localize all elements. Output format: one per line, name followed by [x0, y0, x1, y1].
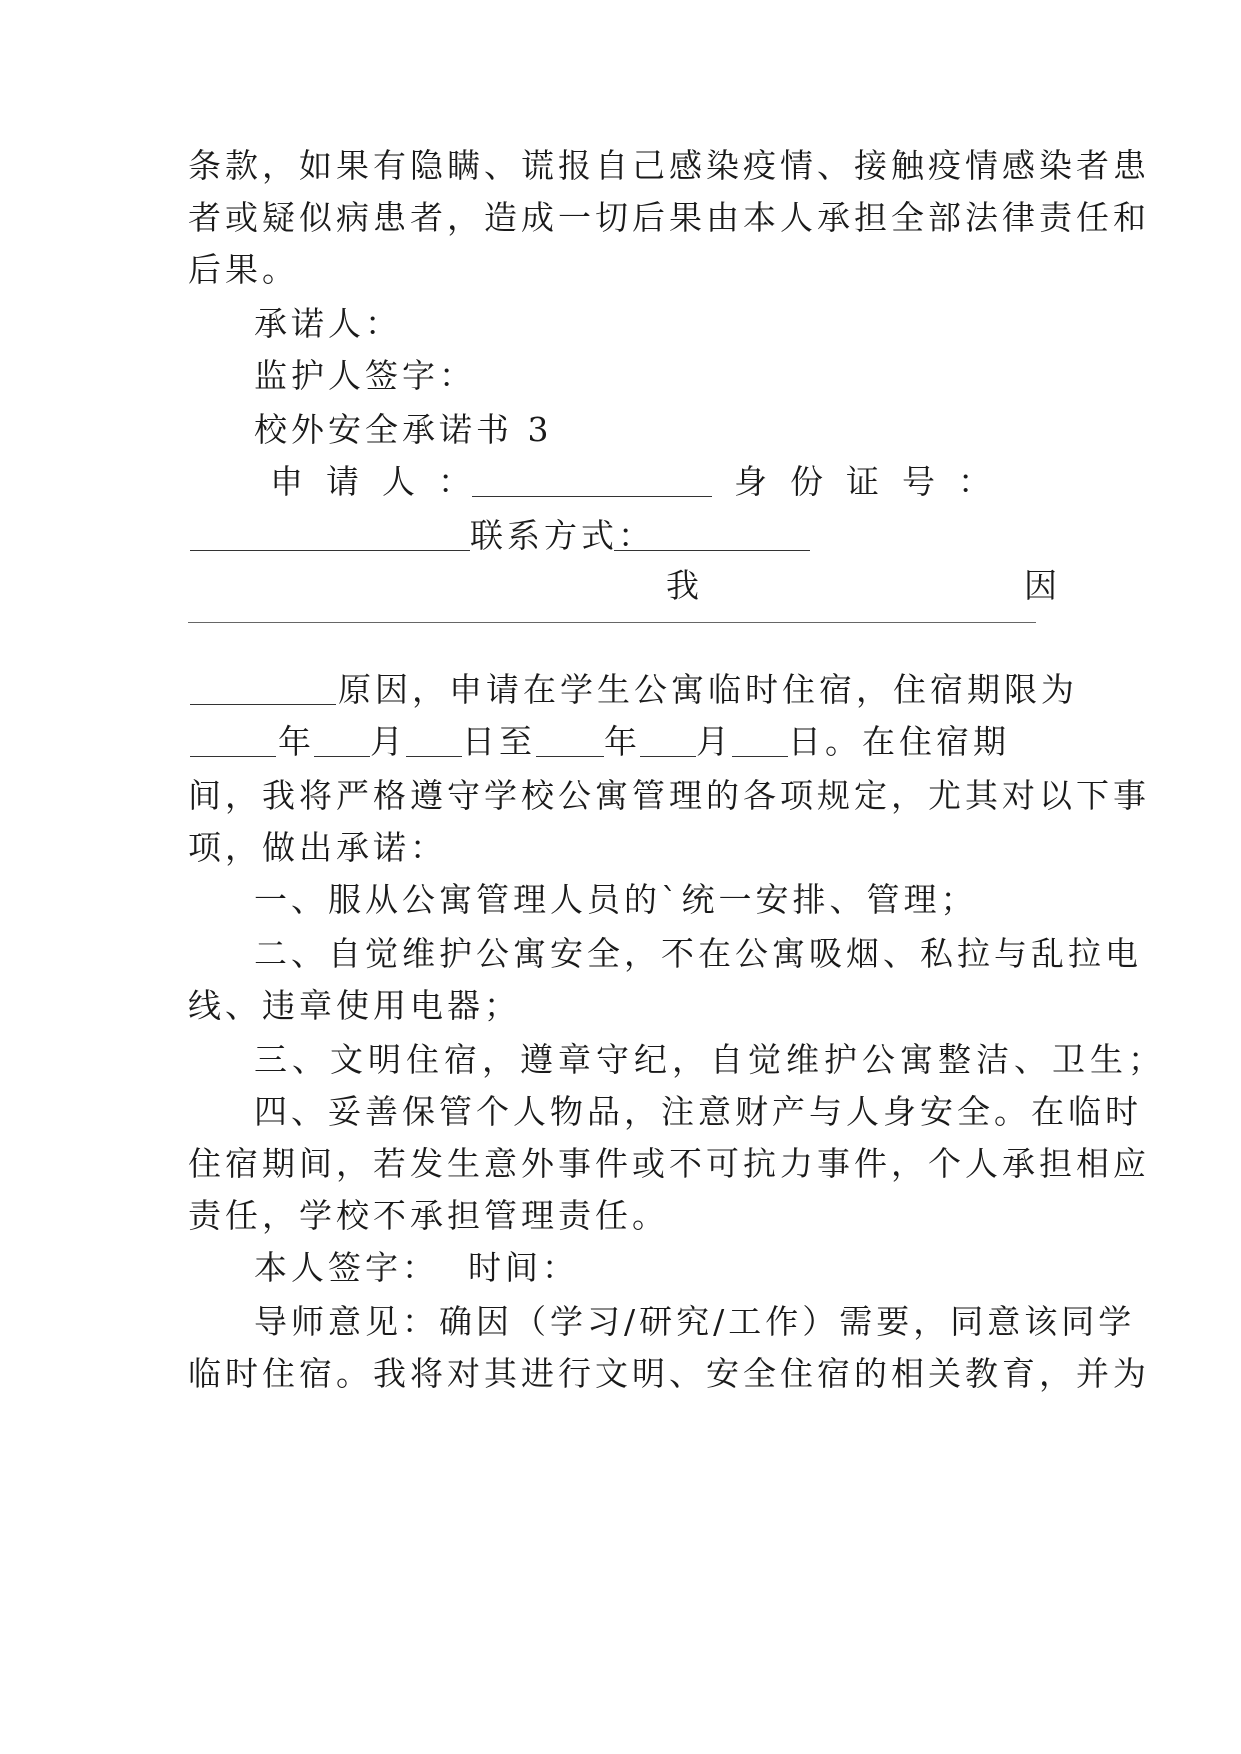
start-year-blank	[190, 728, 276, 757]
paragraph-line: 者或疑似病患者，造成一切后果由本人承担全部法律责任和	[188, 198, 1150, 237]
promise-item-4-cont: 住宿期间，若发生意外事件或不可抗力事件，个人承担相应	[188, 1144, 1150, 1183]
end-year-blank	[536, 728, 604, 757]
promise-item-2: 二、自觉维护公寓安全，不在公寓吸烟、私拉与乱拉电	[254, 934, 1142, 973]
reason-row	[188, 566, 1058, 606]
date-day-period: 日。在住宿期	[788, 722, 1010, 761]
signature-time-line: 本人签字： 时间：	[254, 1248, 579, 1287]
promise-item-4: 四、妥善保管个人物品，注意财产与人身安全。在临时	[254, 1092, 1142, 1131]
paragraph-line: 项，做出承诺：	[188, 828, 447, 867]
paragraph-line: 后果。	[188, 250, 299, 289]
paragraph-line: 间，我将严格遵守学校公寓管理的各项规定，尤其对以下事	[188, 776, 1150, 815]
promise-item-3: 三、文明住宿，遵章守纪，自觉维护公寓整洁、卫生；	[254, 1040, 1166, 1079]
date-month: 月	[696, 722, 729, 761]
advisor-opinion-line: 临时住宿。我将对其进行文明、安全住宿的相关教育，并为	[188, 1354, 1150, 1393]
applicant-row	[188, 462, 1058, 502]
date-year: 年	[278, 722, 311, 761]
start-day-blank	[406, 728, 462, 757]
guardian-signature-label: 监护人签字：	[254, 356, 476, 395]
applicant-label: 申请人：	[270, 462, 494, 501]
reason-text-row	[188, 670, 1078, 710]
document-page	[188, 0, 1166, 1754]
id-number-blank	[190, 522, 470, 551]
promise-item-4-cont: 责任，学校不承担管理责任。	[188, 1196, 669, 1235]
applicant-blank	[472, 468, 712, 497]
date-day-to: 日至	[462, 722, 536, 761]
date-row	[188, 722, 1058, 762]
paragraph-line: 条款，如果有隐瞒、谎报自己感染疫情、接触疫情感染者患	[188, 146, 1150, 185]
advisor-opinion-line: 导师意见：确因（学习/研究/工作）需要，同意该同学	[254, 1302, 1136, 1341]
id-number-label: 身份证号：	[734, 462, 1014, 501]
end-day-blank	[732, 728, 788, 757]
reason-blank-short	[190, 676, 336, 705]
date-year: 年	[604, 722, 637, 761]
contact-label: 联系方式：	[470, 516, 655, 555]
date-month: 月	[370, 722, 403, 761]
promise-item-1: 一、服从公寓管理人员的`统一安排、管理；	[254, 880, 978, 919]
reason-blank	[188, 622, 1036, 623]
start-month-blank	[314, 728, 370, 757]
yin-char: 因	[1024, 566, 1057, 605]
contact-row	[188, 516, 1058, 556]
reason-text: 原因，申请在学生公寓临时住宿，住宿期限为	[338, 670, 1078, 709]
section-title: 校外安全承诺书 3	[254, 410, 553, 449]
promise-item-2-cont: 线、违章使用电器；	[188, 986, 521, 1025]
contact-blank	[614, 522, 810, 551]
wo-char: 我	[666, 566, 699, 605]
end-month-blank	[640, 728, 696, 757]
promisor-label: 承诺人：	[254, 304, 402, 343]
